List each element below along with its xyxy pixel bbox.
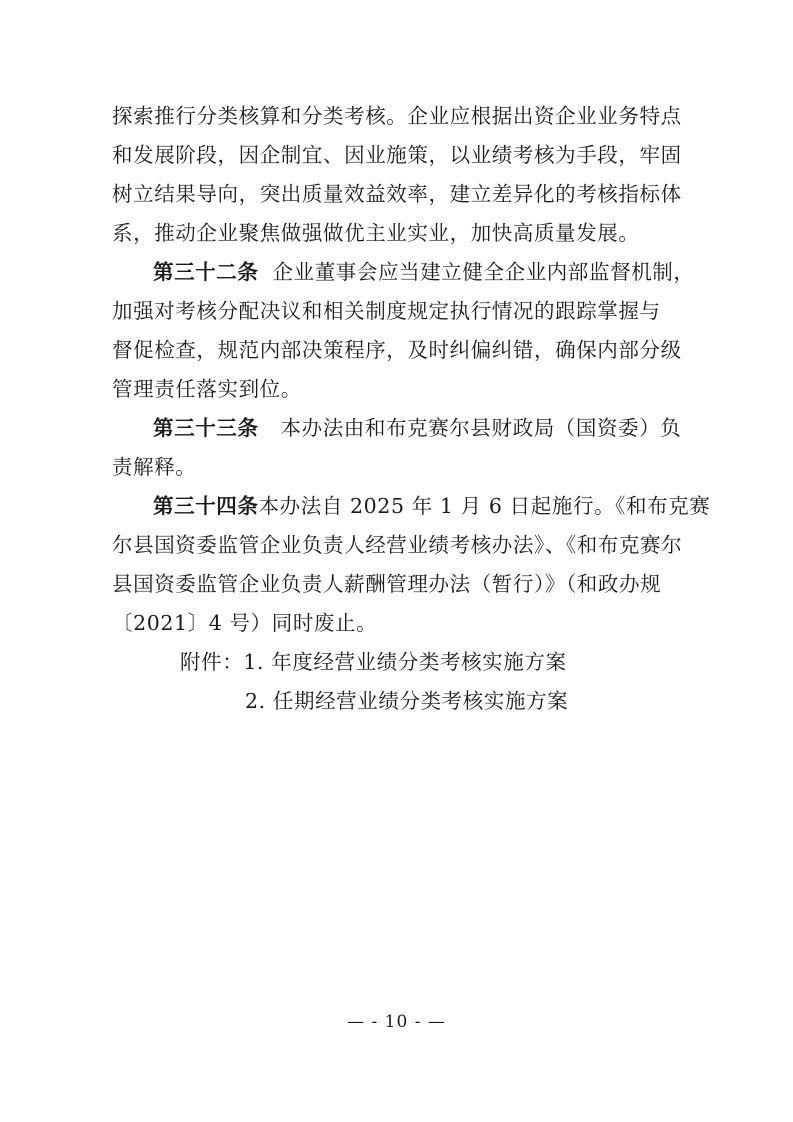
article-32-heading: 第三十二条 — [153, 260, 259, 284]
article-33-line-1: 本办法由和布克赛尔县财政局（国资委）负 — [280, 416, 682, 440]
article-32-line-2: 加强对考核分配决议和相关制度规定执行情况的跟踪掌握与 — [112, 299, 661, 323]
para1-line-1: 探索推行分类核算和分类考核。企业应根据出资企业业务特点 — [112, 104, 682, 128]
article-34-first-line — [153, 491, 710, 521]
attachment-item-1: 1. 年度经营业绩分类考核实施方案 — [243, 650, 567, 674]
attachments-first-line — [180, 647, 567, 677]
article-33-line-2: 责解释。 — [112, 455, 197, 479]
article-32-first-line — [153, 257, 695, 287]
attachment-item-2: 2. 任期经营业绩分类考核实施方案 — [245, 689, 569, 713]
article-34-line-2: 尔县国资委监管企业负责人经营业绩考核办法》、《和布克赛尔 — [112, 533, 683, 557]
article-32-line-3: 督促检查，规范内部决策程序，及时纠偏纠错，确保内部分级 — [112, 338, 682, 362]
attachments-label: 附件： — [180, 650, 244, 674]
article-34-line-4: 〔2021〕4 号）同时废止。 — [112, 611, 378, 635]
article-33-heading: 第三十三条 — [153, 416, 259, 440]
page-number: — - 10 - — — [347, 1012, 446, 1032]
article-34-heading: 第三十四条 — [153, 494, 259, 518]
article-34-line-1: 本办法自 2025 年 1 月 6 日起施行。《和布克赛 — [258, 494, 711, 518]
para1-line-3: 树立结果导向，突出质量效益效率，建立差异化的考核指标体 — [112, 182, 682, 206]
para1-line-4: 系，推动企业聚焦做强做优主业实业，加快高质量发展。 — [112, 221, 640, 245]
article-33-first-line — [153, 413, 681, 443]
para1-line-2: 和发展阶段，因企制宜、因业施策，以业绩考核为手段，牢固 — [112, 143, 682, 167]
article-34-line-3: 县国资委监管企业负责人薪酬管理办法（暂行）》（和政办规 — [112, 572, 662, 596]
article-32-line-1: 企业董事会应当建立健全企业内部监督机制， — [272, 260, 695, 284]
article-32-line-4: 管理责任落实到位。 — [112, 377, 302, 401]
